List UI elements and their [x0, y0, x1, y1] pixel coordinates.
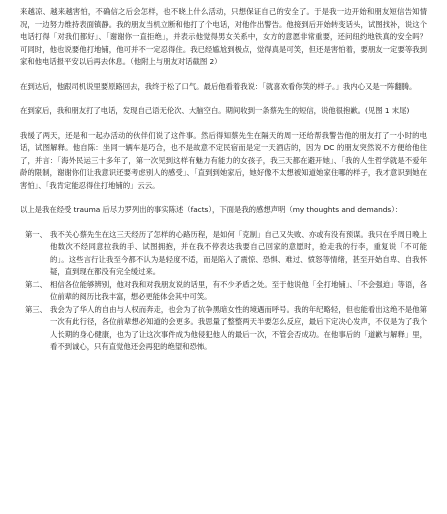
paragraph-5: 以上是我在经受 trauma 后尽力罗列出的事实陈述（facts），下面是我的感想声明（my thoughts and demands）：	[20, 205, 403, 214]
paragraph-2: 在到达后，他跟司机说里要原路回去，我终于松了口气。最后他看着我说：「就喜欢看你笑的样子。」我内心又是一阵翻腾。	[20, 81, 417, 91]
list-item-2	[20, 279, 427, 304]
paragraph-3: 在到家后，我和朋友打了电话，发现自己语无伦次、大脑空白。期间收到一条蔡先生的短信，说他很抱歉。(见图 1 末尾)	[20, 106, 410, 115]
paragraph-spacer	[20, 93, 427, 105]
paragraph-spacer	[20, 118, 427, 130]
list-text: 相信各位能够辨别，他对我和对我朋友说的话里，有不少矛盾之处。至于他说他「全打地铺」、「不会强迫」等语，各位前辈的阅历比我丰富，想必更能体会其中可笑。	[50, 279, 427, 301]
list-marker: 第三、	[24, 304, 47, 314]
paragraph-spacer	[20, 192, 427, 204]
list-text: 我不关心蔡先生在这三天经历了怎样的心路历程，是如何「克制」自己又失败、亦或有没有预谋。我只在乎周日晚上他数次不经同意拉我的手、试图拥抱，并在我不停表达我要自己回家的意愿时，抢走我的行李，重复说「不可能的」。这些言行让我至今都不认为是轻度不适，而是陷入了震惊、恐惧、难过、愤怒等情绪，甚至开始自卑、自我怀疑，直到现在都没有完全缓过来。	[50, 229, 427, 276]
paragraph-4: 我缓了两天，还是和一起办活动的伙伴们说了这件事。然后得知蔡先生在隔天的周一还给帮我警告他的朋友打了一小时的电话，试图解释。他自陈：坐同一辆车是巧合，也不是故意不定民宿而是定一天酒店的，因为 DC 的朋友突然说不方便给他住了，并言：「海外民运三十多年了，第一次见到这样有魅力有能力的女孩子，我三天都在避开她」、「我的人生哲学就是不爱年龄的限制，谢谢你们让我意识还要考虑别人的感受」、「直到到她家后，她好像不太想被知道她家住哪的样子，我才意识到她在害怕」、「我肯定能忍得住打地铺的」云云。	[20, 130, 427, 190]
paragraph-spacer	[20, 217, 427, 229]
list-text: 我会为了华人的自由与人权而奔走，也会为了抗争黑暗女性的境遇而呼号。我的年纪略轻，但也能看出这绝不是他第一次有此行径，各位前辈想必知道的会更多。我思量了整整两天半要怎么反应，最后下定决心发声，不仅是为了我个人长期的身心健康，也为了让这次事件成为他侵犯他人的最后一次，不管会否成功。在他事后的「道歉与解释」里，看不到诚心，只有直觉他还会再犯的绝望和恐怖。	[50, 304, 427, 351]
list-item-1	[20, 229, 427, 279]
list-marker: 第一、	[24, 229, 47, 239]
list-marker: 第二、	[24, 279, 47, 289]
paragraph-spacer	[20, 69, 427, 81]
paragraph-1: 来越凉、越来越害怕，不确信之后会怎样，也不晓上什么活动，只想保证自己的安全了。于是我一边开始和朋友短信告知情况，一边努力维持表面镇静。我的朋友当机立断和他打了个电话，对他作出警告。他接到后开始转变话头，试图找补，说这个电话打得「对我们都好」、「谢谢你一直拒绝」，并表示他觉得男女关系中，女方的意愿非常重要，还问纽约地铁真的安全吗？可同时，他也说要他打地铺，他可并不一定忍得住。我已经尴尬到极点，觉得真是可笑，但还是害怕着，要朋友一定要等我到家和他电话报平安以后再去休息。（他附上与朋友对话截图 2）	[20, 7, 427, 66]
list-item-3	[20, 304, 427, 354]
